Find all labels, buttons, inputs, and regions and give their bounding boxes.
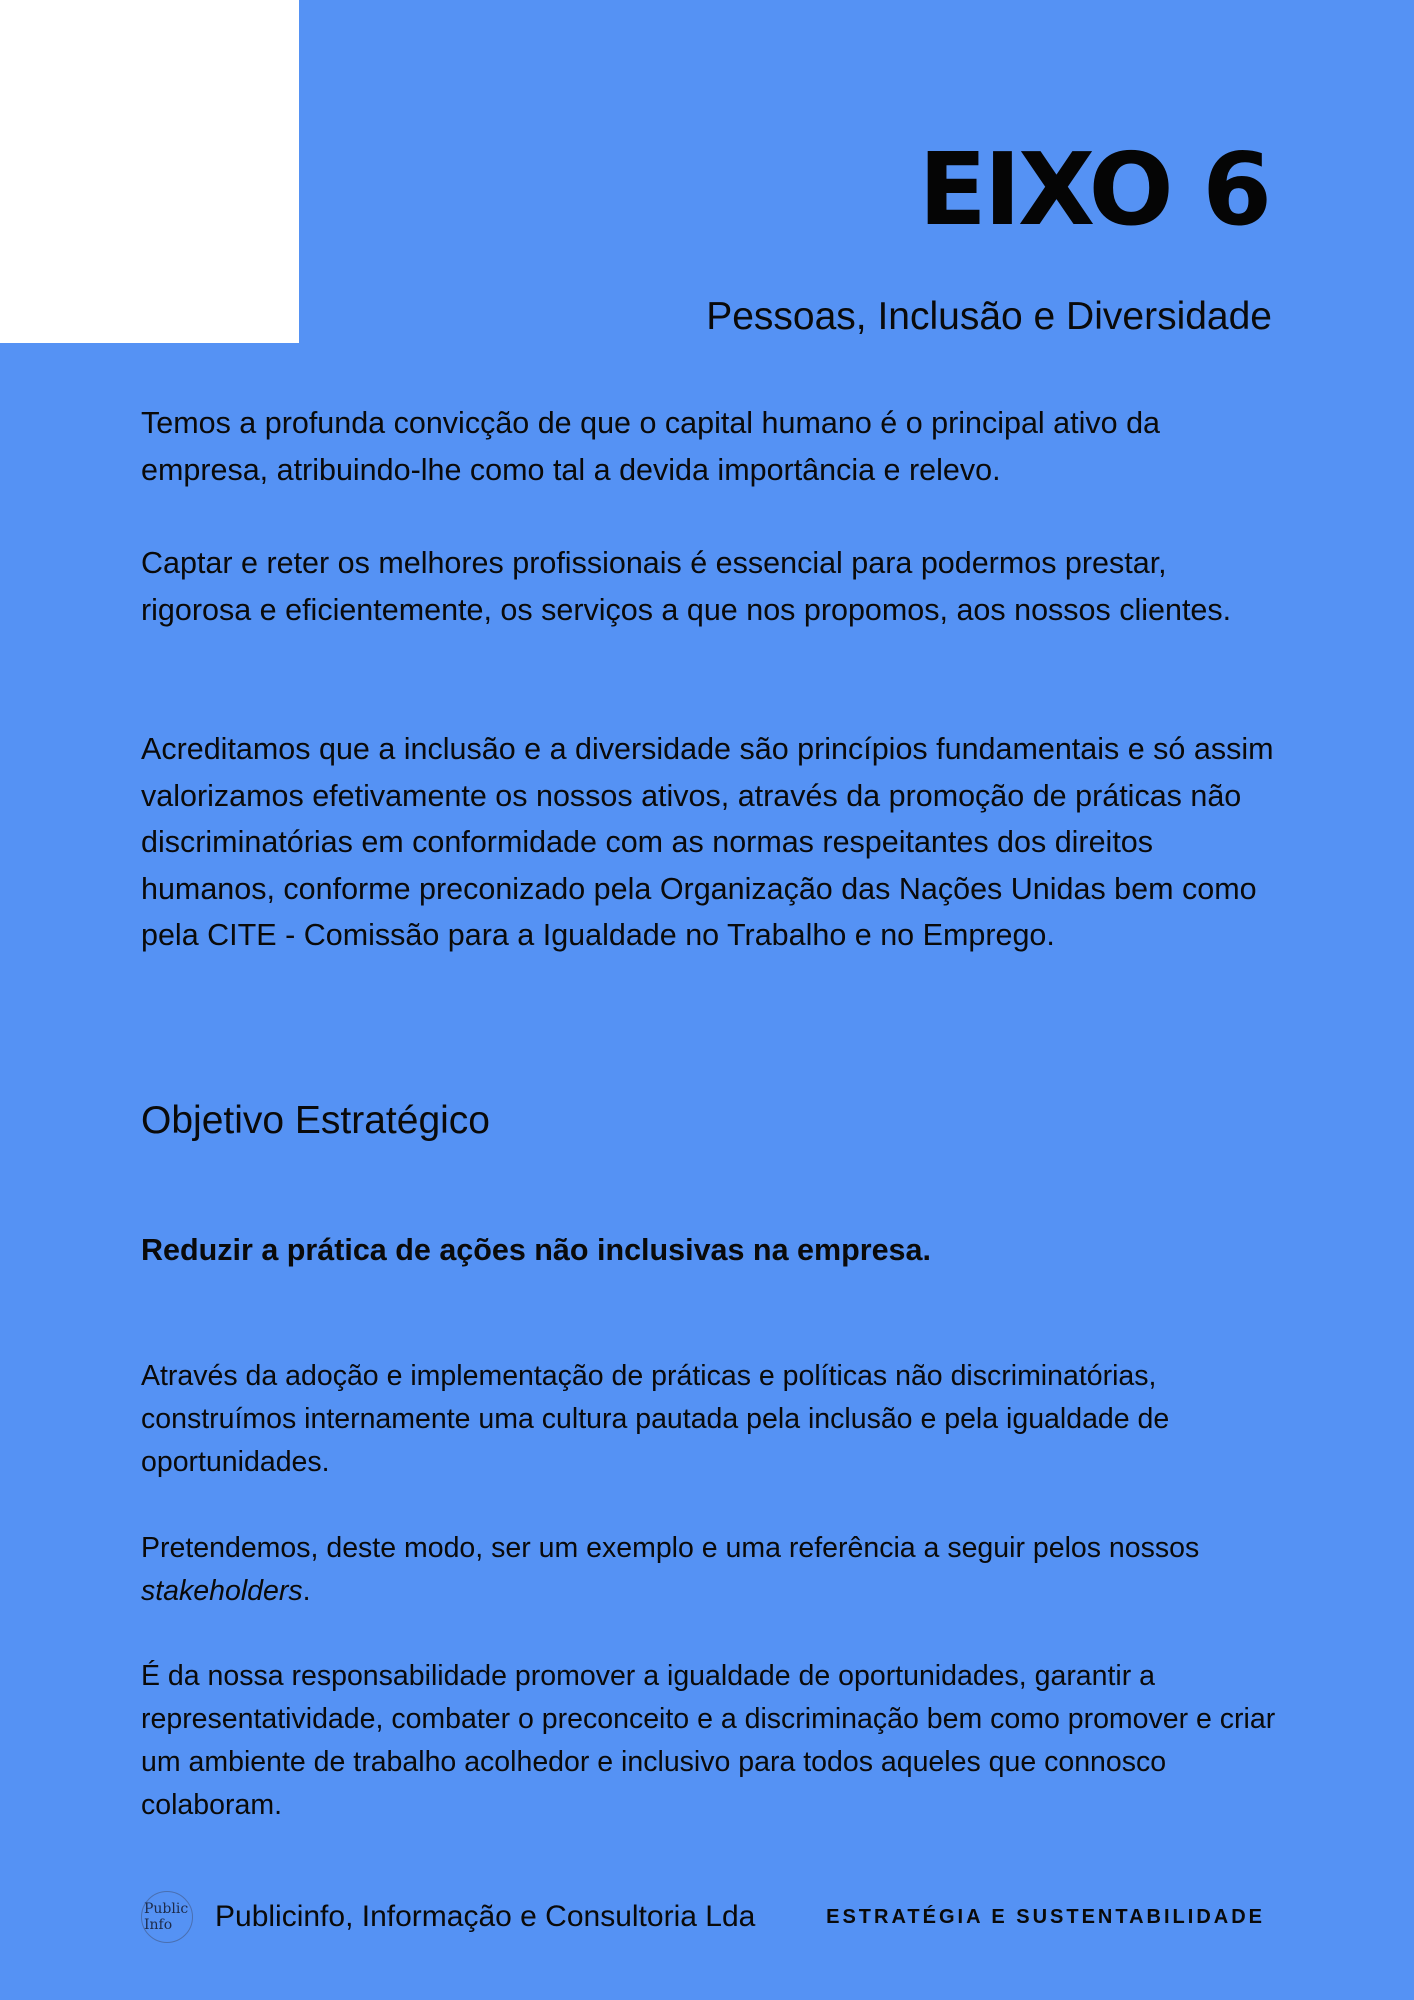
company-logo [141, 1891, 193, 1943]
intro-paragraph-3: Acreditamos que a inclusão e a diversidade são princípios fundamentais e só assim valorizamos efetivamente os nossos ativos, através da promoção de práticas não discriminatórias em conformidade com as normas respeitantes dos direitos humanos, conforme preconizado pela Organização das Nações Unidas bem como pela CITE - Comissão para a Igualdade no Trabalho e no Emprego. [141, 732, 1274, 952]
strategy-paragraph-1: Através da adoção e implementação de práticas e políticas não discriminatórias, construímos internamente uma cultura pautada pela inclusão e pela igualdade de oportunidades. [141, 1360, 1170, 1478]
strategic-objective: Reduzir a prática de ações não inclusivas na empresa. [141, 1233, 931, 1267]
strategy-paragraph-2 [141, 1527, 1281, 1613]
section-heading: Objetivo Estratégico [141, 1099, 491, 1142]
strategy-paragraph-2-text: Pretendemos, deste modo, ser um exemplo e uma referência a seguir pelos nossos [141, 1532, 1200, 1564]
footer-section-label: ESTRATÉGIA E SUSTENTABILIDADE [826, 1906, 1265, 1928]
page-title: EIXO 6 [918, 131, 1269, 248]
footer-company-name: Publicinfo, Informação e Consultoria Lda [215, 1900, 756, 1933]
logo-line-1: Public [144, 1901, 189, 1917]
stakeholders-term: stakeholders [141, 1575, 303, 1607]
logo-line-2: Info [144, 1917, 173, 1933]
page-subtitle: Pessoas, Inclusão e Diversidade [706, 295, 1272, 338]
strategy-paragraph-2-end: . [302, 1575, 311, 1607]
intro-paragraph-2: Captar e reter os melhores profissionais é essencial para podermos prestar, rigorosa e eficientemente, os serviços a que nos propomos, aos nossos clientes. [141, 546, 1232, 627]
strategy-paragraph-3: É da nossa responsabilidade promover a igualdade de oportunidades, garantir a representatividade, combater o preconceito e a discriminação bem como promover e criar um ambiente de trabalho acolhedor e inclusivo para todos aqueles que connosco colaboram. [141, 1660, 1276, 1821]
intro-paragraph-1: Temos a profunda convicção de que o capital humano é o principal ativo da empresa, atribuindo-lhe como tal a devida importância e relevo. [141, 406, 1161, 487]
white-corner-block [0, 0, 299, 343]
